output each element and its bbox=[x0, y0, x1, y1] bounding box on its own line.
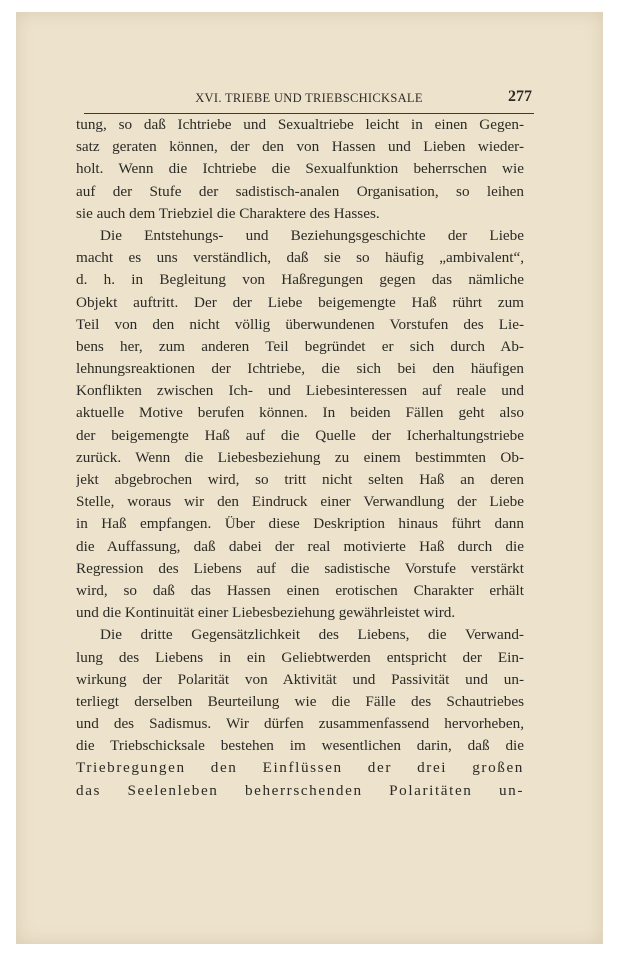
text-line: bens her, zum anderen Teil begründet er sich durch Ab- bbox=[76, 337, 524, 355]
text-line: holt. Wenn die Ichtriebe die Sexualfunktion beherrschen wie bbox=[76, 160, 524, 178]
text-line: sie auch dem Triebziel die Charaktere des Hasses. bbox=[76, 204, 380, 222]
text-line: macht es uns verständlich, daß sie so häufig „ambivalent“, bbox=[76, 249, 524, 267]
text-line: und des Sadismus. Wir dürfen zusammenfassend hervorheben, bbox=[76, 715, 524, 733]
text-line: zurück. Wenn die Liebesbeziehung zu einem bestimmten Ob- bbox=[76, 448, 524, 466]
text-line: Die Entstehungs- und Beziehungsgeschichte der Liebe bbox=[100, 226, 524, 244]
body-text bbox=[76, 114, 524, 802]
text-line: tung, so daß Ichtriebe und Sexualtriebe leicht in einen Gegen- bbox=[76, 116, 524, 133]
text-line: wirkung der Polarität von Aktivität und Passivität und un- bbox=[76, 670, 524, 688]
text-line: in Haß empfangen. Über diese Deskription hinaus führt dann bbox=[76, 515, 524, 533]
text-line: d. h. in Begleitung von Haßregungen gegen das nämliche bbox=[76, 271, 524, 289]
running-title: XVI. TRIEBE UND TRIEBSCHICKSALE bbox=[195, 91, 423, 105]
text-line: lehnungsreaktionen der Ichtriebe, die sich bei den häufigen bbox=[76, 360, 524, 378]
text-line: das Seelenleben beherrschenden Polaritäten un- bbox=[76, 781, 524, 799]
text-line: die Auffassung, daß dabei der real motivierte Haß durch die bbox=[76, 537, 524, 555]
text-line: aktuelle Motive berufen können. In beiden Fällen geht also bbox=[76, 404, 524, 422]
text-line: Teil von den nicht völlig überwundenen Vorstufen des Lie- bbox=[76, 315, 524, 333]
text-line: Triebregungen den Einflüssen der drei großen bbox=[76, 759, 524, 777]
text-line: Objekt auftritt. Der der Liebe beigemengte Haß rührt zum bbox=[76, 293, 524, 311]
text-line: wird, so daß das Hassen einen erotischen Charakter erhält bbox=[76, 581, 524, 599]
text-line: Konflikten zwischen Ich- und Liebesinteressen auf reale und bbox=[76, 382, 524, 400]
text-line: der beigemengte Haß auf die Quelle der Icherhaltungstriebe bbox=[76, 426, 524, 444]
text-line: Regression des Liebens auf die sadistische Vorstufe verstärkt bbox=[76, 559, 524, 577]
page-header bbox=[84, 85, 534, 114]
text-line: satz geraten können, der den von Hassen und Lieben wieder- bbox=[76, 138, 524, 156]
text-line: jekt abgebrochen wird, so tritt nicht selten Haß an deren bbox=[76, 471, 524, 488]
text-line: lung des Liebens in ein Geliebtwerden entspricht der Ein- bbox=[76, 648, 524, 666]
text-line: die Triebschicksale bestehen im wesentlichen darin, daß die bbox=[76, 737, 524, 755]
text-line: auf der Stufe der sadistisch-analen Organisation, so leihen bbox=[76, 182, 524, 200]
text-line: Stelle, woraus wir den Eindruck einer Verwandlung der Liebe bbox=[76, 493, 524, 511]
text-line: und die Kontinuität einer Liebesbeziehung gewährleistet wird. bbox=[76, 604, 456, 622]
text-line: Die dritte Gegensätzlichkeit des Liebens, die Verwand- bbox=[100, 626, 524, 644]
text-line: terliegt derselben Beurteilung wie die Fälle des Schautriebes bbox=[76, 692, 524, 710]
page-number: 277 bbox=[508, 88, 532, 105]
